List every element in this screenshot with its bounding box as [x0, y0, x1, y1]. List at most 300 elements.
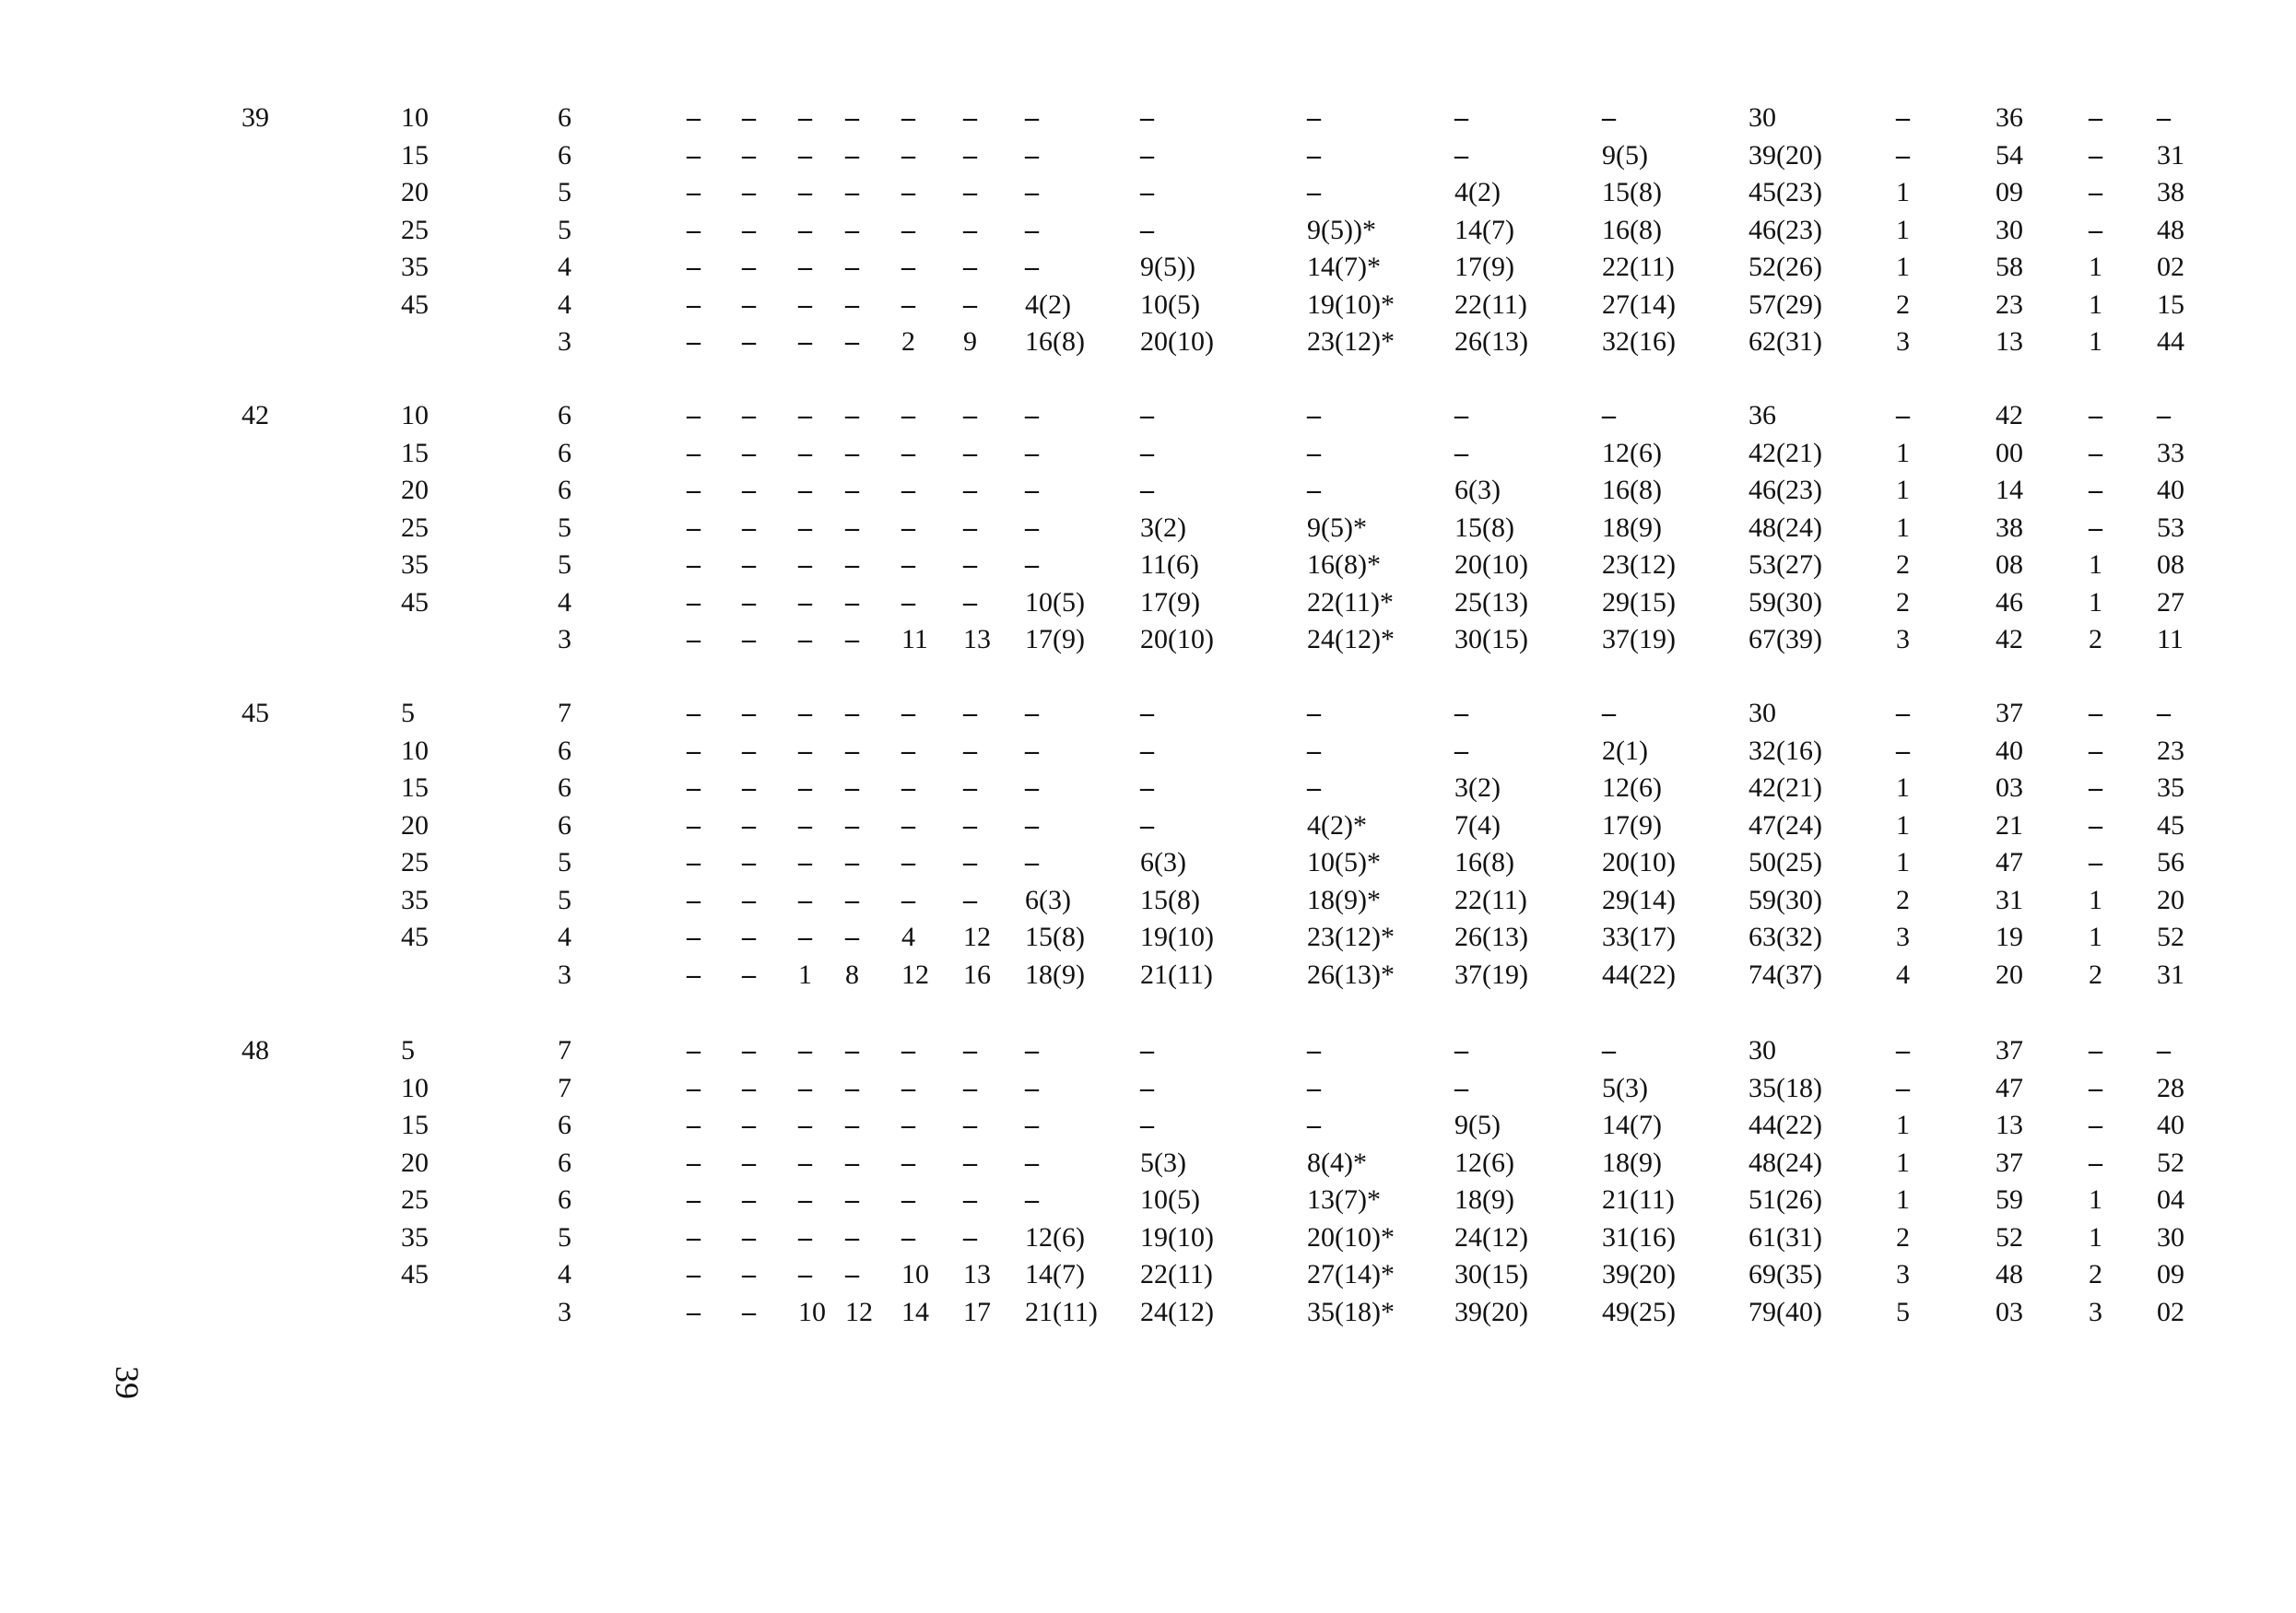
table-group: [0, 397, 2296, 659]
table-cell: –: [1307, 437, 1321, 468]
table-cell: 21: [1996, 809, 2023, 841]
page-number: 39: [109, 1366, 146, 1399]
table-cell: 20(10): [1454, 549, 1528, 580]
table-cell: 47: [1996, 1072, 2023, 1103]
table-cell: 18(9): [1454, 1184, 1514, 1215]
table-cell: –: [1602, 102, 1616, 133]
table-cell: 49(25): [1602, 1296, 1676, 1327]
table-cell: 48: [1996, 1259, 2023, 1289]
table-cell: 09: [2157, 1259, 2184, 1289]
table-cell: 20: [401, 475, 429, 505]
table-cell: 30: [1748, 102, 1776, 133]
table-cell: –: [1454, 698, 1468, 728]
table-cell: 21(11): [1140, 959, 1213, 990]
table-row: [0, 100, 2296, 137]
table-cell: 29(15): [1602, 586, 1676, 618]
table-cell: 24(12)*: [1307, 624, 1395, 654]
table-cell: –: [1307, 1035, 1321, 1066]
table-cell: 10: [401, 102, 429, 133]
table-cell: –: [798, 102, 812, 133]
table-row: [0, 919, 2296, 957]
table-cell: 25: [401, 214, 429, 245]
table-cell: –: [798, 1147, 812, 1178]
table-cell: –: [687, 1221, 701, 1253]
table-row: [0, 547, 2296, 584]
table-row: [0, 397, 2296, 435]
table-cell: 6(3): [1140, 847, 1186, 877]
table-cell: –: [901, 847, 915, 877]
table-cell: –: [901, 1221, 915, 1253]
table-cell: 10: [401, 400, 429, 430]
table-cell: –: [687, 512, 701, 543]
table-cell: 52(26): [1748, 252, 1822, 282]
table-cell: 39(20): [1602, 1259, 1676, 1289]
table-cell: 9(5))*: [1307, 214, 1376, 245]
table-cell: –: [1140, 102, 1154, 133]
table-cell: 4: [901, 922, 915, 952]
table-cell: –: [687, 437, 701, 468]
table-cell: 6: [558, 437, 571, 468]
table-cell: 3: [1896, 624, 1910, 654]
table-cell: 2: [2089, 624, 2102, 654]
table-cell: –: [963, 884, 977, 915]
table-cell: 28: [2157, 1072, 2184, 1103]
table-cell: 37(19): [1454, 959, 1528, 990]
table-cell: –: [901, 102, 915, 133]
table-cell: –: [742, 437, 756, 468]
table-cell: 03: [1996, 772, 2023, 803]
table-cell: 52: [2157, 922, 2184, 952]
table-cell: –: [687, 177, 701, 207]
table-group: [0, 695, 2296, 994]
table-cell: –: [845, 735, 859, 766]
table-cell: 08: [1996, 549, 2023, 580]
table-cell: 3(2): [1454, 772, 1501, 803]
table-cell: –: [1602, 400, 1616, 430]
table-cell: 13: [963, 1259, 991, 1289]
table-cell: –: [901, 288, 915, 320]
table-cell: –: [687, 1072, 701, 1103]
table-cell: 15: [2157, 288, 2184, 320]
table-cell: 14(7)*: [1307, 252, 1381, 282]
table-row: [0, 1032, 2296, 1070]
table-cell: 1: [2089, 326, 2102, 357]
table-cell: 53(27): [1748, 549, 1822, 580]
table-cell: 4(2): [1025, 288, 1071, 320]
table-cell: 1: [2089, 288, 2102, 320]
table-cell: 19(10): [1140, 1221, 1214, 1253]
table-cell: 23: [1996, 288, 2023, 320]
table-cell: –: [1025, 1147, 1039, 1178]
table-cell: 42(21): [1748, 437, 1822, 468]
table-cell: 12(6): [1454, 1147, 1514, 1178]
table-cell: –: [901, 1035, 915, 1066]
table-cell: –: [1307, 698, 1321, 728]
table-cell: –: [798, 847, 812, 877]
table-cell: –: [963, 847, 977, 877]
table-cell: –: [1307, 1072, 1321, 1103]
table-cell: 6: [558, 735, 571, 766]
table-cell: –: [1307, 475, 1321, 505]
table-cell: 3: [1896, 1259, 1910, 1289]
table-cell: 35: [401, 1221, 429, 1253]
table-row: [0, 584, 2296, 622]
table-cell: 59: [1996, 1184, 2023, 1215]
table-cell: 35: [401, 252, 429, 282]
table-cell: –: [742, 884, 756, 915]
table-cell: –: [901, 735, 915, 766]
table-cell: –: [742, 1072, 756, 1103]
table-cell: –: [742, 809, 756, 841]
table-cell: 32(16): [1602, 326, 1676, 357]
table-cell: –: [1454, 102, 1468, 133]
table-cell: 17(9): [1454, 252, 1514, 282]
table-cell: 18(9): [1602, 1147, 1662, 1178]
table-cell: –: [901, 549, 915, 580]
table-cell: 13(7)*: [1307, 1184, 1381, 1215]
table-cell: –: [742, 1110, 756, 1140]
table-cell: 14: [1996, 475, 2023, 505]
group-label: 45: [241, 698, 269, 728]
table-cell: 5: [558, 512, 571, 543]
table-cell: 25: [401, 512, 429, 543]
table-cell: –: [798, 1035, 812, 1066]
table-cell: –: [1896, 735, 1910, 766]
table-cell: –: [798, 698, 812, 728]
table-cell: 30(15): [1454, 624, 1528, 654]
table-cell: –: [845, 1035, 859, 1066]
table-row: [0, 137, 2296, 175]
table-cell: –: [845, 139, 859, 171]
table-cell: –: [1140, 772, 1154, 803]
table-cell: –: [963, 214, 977, 245]
table-cell: –: [2157, 698, 2171, 728]
table-cell: –: [2089, 1072, 2102, 1103]
table-cell: –: [1602, 698, 1616, 728]
table-cell: 1: [2089, 1221, 2102, 1253]
table-cell: 23(12)*: [1307, 326, 1395, 357]
table-cell: –: [963, 586, 977, 618]
table-cell: –: [1025, 102, 1039, 133]
table-cell: –: [2089, 698, 2102, 728]
table-cell: –: [687, 772, 701, 803]
table-cell: 3: [2089, 1296, 2102, 1327]
table-cell: –: [963, 698, 977, 728]
table-cell: –: [2089, 139, 2102, 171]
table-cell: 14(7): [1025, 1259, 1085, 1289]
table-cell: –: [1896, 400, 1910, 430]
table-cell: –: [687, 1296, 701, 1327]
table-cell: 13: [1996, 1110, 2023, 1140]
table-cell: 17: [963, 1296, 991, 1327]
table-cell: 36: [1996, 102, 2023, 133]
table-cell: 4: [558, 288, 571, 320]
table-cell: 50(25): [1748, 847, 1822, 877]
table-cell: –: [901, 214, 915, 245]
table-cell: –: [798, 139, 812, 171]
table-cell: 16(8): [1025, 326, 1085, 357]
table-cell: 5: [1896, 1296, 1910, 1327]
table-cell: 7: [558, 1035, 571, 1066]
table-cell: 2: [1896, 1221, 1910, 1253]
table-cell: –: [845, 400, 859, 430]
table-cell: –: [687, 139, 701, 171]
table-cell: –: [845, 772, 859, 803]
table-cell: –: [845, 847, 859, 877]
table-cell: –: [798, 252, 812, 282]
table-cell: –: [1025, 1072, 1039, 1103]
table-row: [0, 1219, 2296, 1257]
table-cell: 6: [558, 809, 571, 841]
table-cell: 30: [1748, 1035, 1776, 1066]
table-cell: 2: [1896, 288, 1910, 320]
table-cell: 37: [1996, 698, 2023, 728]
table-cell: 30: [1996, 214, 2023, 245]
table-cell: 19(10): [1140, 922, 1214, 952]
table-cell: –: [963, 177, 977, 207]
table-cell: 53: [2157, 512, 2184, 543]
table-cell: 24(12): [1454, 1221, 1528, 1253]
table-cell: 46(23): [1748, 214, 1822, 245]
table-cell: –: [963, 549, 977, 580]
table-cell: 17(9): [1025, 624, 1085, 654]
table-cell: –: [742, 1184, 756, 1215]
table-cell: 1: [2089, 922, 2102, 952]
table-cell: –: [687, 1110, 701, 1140]
table-cell: 42(21): [1748, 772, 1822, 803]
table-cell: –: [798, 624, 812, 654]
table-cell: –: [1140, 1110, 1154, 1140]
table-cell: –: [1896, 1072, 1910, 1103]
table-cell: 12: [963, 922, 991, 952]
table-cell: 1: [1896, 475, 1910, 505]
table-cell: –: [742, 1259, 756, 1289]
table-cell: –: [1896, 698, 1910, 728]
table-cell: 6: [558, 1184, 571, 1215]
table-cell: –: [963, 288, 977, 320]
table-cell: –: [845, 1259, 859, 1289]
table-cell: –: [1025, 847, 1039, 877]
table-cell: 20(10)*: [1307, 1221, 1395, 1253]
table-cell: –: [963, 1072, 977, 1103]
table-cell: 26(13): [1454, 326, 1528, 357]
table-cell: –: [798, 1259, 812, 1289]
table-cell: 52: [2157, 1147, 2184, 1178]
table-cell: 10(5)*: [1307, 847, 1381, 877]
table-cell: –: [798, 1110, 812, 1140]
table-cell: 31: [1996, 884, 2023, 915]
table-cell: –: [901, 177, 915, 207]
table-cell: 11: [901, 624, 928, 654]
table-cell: –: [2089, 400, 2102, 430]
table-cell: –: [2089, 437, 2102, 468]
table-cell: 15(8): [1454, 512, 1514, 543]
table-cell: –: [742, 1035, 756, 1066]
table-cell: –: [845, 214, 859, 245]
table-cell: 1: [1896, 1110, 1910, 1140]
table-cell: 18(9): [1025, 959, 1085, 990]
table-cell: 5(3): [1140, 1147, 1186, 1178]
table-cell: –: [845, 1184, 859, 1215]
table-cell: –: [742, 288, 756, 320]
table-cell: 38: [2157, 177, 2184, 207]
table-cell: –: [687, 1035, 701, 1066]
table-cell: 2: [2089, 1259, 2102, 1289]
table-cell: 67(39): [1748, 624, 1822, 654]
table-cell: –: [901, 400, 915, 430]
table-cell: –: [742, 139, 756, 171]
table-cell: –: [798, 437, 812, 468]
table-cell: 4: [558, 922, 571, 952]
table-cell: –: [2089, 1035, 2102, 1066]
table-cell: 1: [1896, 847, 1910, 877]
table-cell: –: [742, 959, 756, 990]
table-cell: 16(8)*: [1307, 549, 1381, 580]
table-cell: –: [845, 512, 859, 543]
table-cell: 8(4)*: [1307, 1147, 1367, 1178]
table-cell: –: [1025, 139, 1039, 171]
table-cell: 10(5): [1140, 288, 1200, 320]
table-cell: –: [687, 1147, 701, 1178]
table-cell: –: [798, 586, 812, 618]
table-cell: 45: [401, 288, 429, 320]
table-cell: 46: [1996, 586, 2023, 618]
table-cell: –: [1307, 1110, 1321, 1140]
table-cell: 40: [2157, 1110, 2184, 1140]
table-cell: –: [845, 549, 859, 580]
table-cell: 48: [2157, 214, 2184, 245]
table-cell: 48(24): [1748, 1147, 1822, 1178]
table-cell: –: [687, 288, 701, 320]
table-cell: –: [687, 735, 701, 766]
table-cell: 12: [845, 1296, 873, 1327]
table-cell: 52: [1996, 1221, 2023, 1253]
table-cell: –: [742, 772, 756, 803]
table-cell: 40: [2157, 475, 2184, 505]
table-cell: –: [1307, 400, 1321, 430]
table-cell: 14(7): [1602, 1110, 1662, 1140]
table-cell: 09: [1996, 177, 2023, 207]
table-cell: –: [687, 400, 701, 430]
table-cell: –: [1896, 139, 1910, 171]
table-row: [0, 1107, 2296, 1145]
table-cell: –: [742, 102, 756, 133]
table-cell: 22(11): [1602, 252, 1675, 282]
table-cell: –: [798, 475, 812, 505]
table-cell: –: [963, 735, 977, 766]
table-cell: –: [845, 809, 859, 841]
table-cell: 5: [401, 698, 415, 728]
table-cell: –: [901, 512, 915, 543]
table-cell: –: [845, 252, 859, 282]
table-cell: 2: [2089, 959, 2102, 990]
table-cell: –: [687, 847, 701, 877]
table-cell: 00: [1996, 437, 2023, 468]
table-cell: 31: [2157, 959, 2184, 990]
table-cell: 4: [1896, 959, 1910, 990]
table-cell: 37: [1996, 1035, 2023, 1066]
table-cell: 6: [558, 475, 571, 505]
table-row: [0, 1070, 2296, 1108]
table-cell: 7: [558, 698, 571, 728]
table-cell: –: [1602, 1035, 1616, 1066]
table-cell: 5: [558, 1221, 571, 1253]
table-cell: 20: [401, 177, 429, 207]
table-cell: 22(11): [1454, 288, 1527, 320]
table-cell: 20(10): [1602, 847, 1676, 877]
table-row: [0, 957, 2296, 995]
table-cell: –: [963, 772, 977, 803]
table-cell: 12: [901, 959, 929, 990]
table-cell: 9: [963, 326, 977, 357]
table-cell: 4: [558, 1259, 571, 1289]
table-cell: 20: [1996, 959, 2023, 990]
table-cell: –: [845, 586, 859, 618]
table-cell: 37: [1996, 1147, 2023, 1178]
table-cell: –: [845, 698, 859, 728]
table-cell: –: [2089, 475, 2102, 505]
table-cell: –: [1140, 400, 1154, 430]
table-cell: –: [845, 922, 859, 952]
table-cell: –: [687, 326, 701, 357]
table-cell: 15(8): [1025, 922, 1085, 952]
table-cell: –: [2089, 1110, 2102, 1140]
table-cell: 16(8): [1602, 475, 1662, 505]
table-cell: 10(5): [1025, 586, 1085, 618]
table-cell: 6: [558, 102, 571, 133]
table-cell: 16(8): [1602, 214, 1662, 245]
table-cell: 24(12): [1140, 1296, 1214, 1327]
table-cell: –: [963, 1147, 977, 1178]
table-cell: –: [901, 139, 915, 171]
table-cell: –: [798, 326, 812, 357]
table-cell: –: [845, 326, 859, 357]
table-cell: –: [1025, 437, 1039, 468]
table-cell: –: [1025, 512, 1039, 543]
table-cell: –: [742, 1296, 756, 1327]
table-cell: –: [2089, 214, 2102, 245]
table-cell: –: [1454, 735, 1468, 766]
table-cell: 39(20): [1748, 139, 1822, 171]
table-cell: –: [742, 847, 756, 877]
table-cell: –: [845, 1221, 859, 1253]
table-row: [0, 249, 2296, 287]
table-cell: –: [963, 512, 977, 543]
table-cell: 2: [1896, 586, 1910, 618]
table-row: [0, 1294, 2296, 1332]
table-cell: 22(11)*: [1307, 586, 1394, 618]
table-cell: –: [742, 549, 756, 580]
table-cell: 45: [401, 1259, 429, 1289]
table-cell: –: [1307, 735, 1321, 766]
table-cell: –: [1025, 1184, 1039, 1215]
table-cell: 23(12)*: [1307, 922, 1395, 952]
table-cell: 8: [845, 959, 859, 990]
table-cell: –: [798, 512, 812, 543]
table-cell: 15: [401, 437, 429, 468]
table-cell: 9(5)): [1140, 252, 1195, 282]
table-row: [0, 1256, 2296, 1294]
table-cell: 3: [558, 326, 571, 357]
table-cell: –: [963, 400, 977, 430]
table-cell: –: [963, 475, 977, 505]
table-cell: 27: [2157, 586, 2184, 618]
table-cell: –: [742, 735, 756, 766]
table-cell: –: [901, 884, 915, 915]
table-cell: –: [901, 586, 915, 618]
table-cell: 16: [963, 959, 991, 990]
table-cell: –: [687, 214, 701, 245]
